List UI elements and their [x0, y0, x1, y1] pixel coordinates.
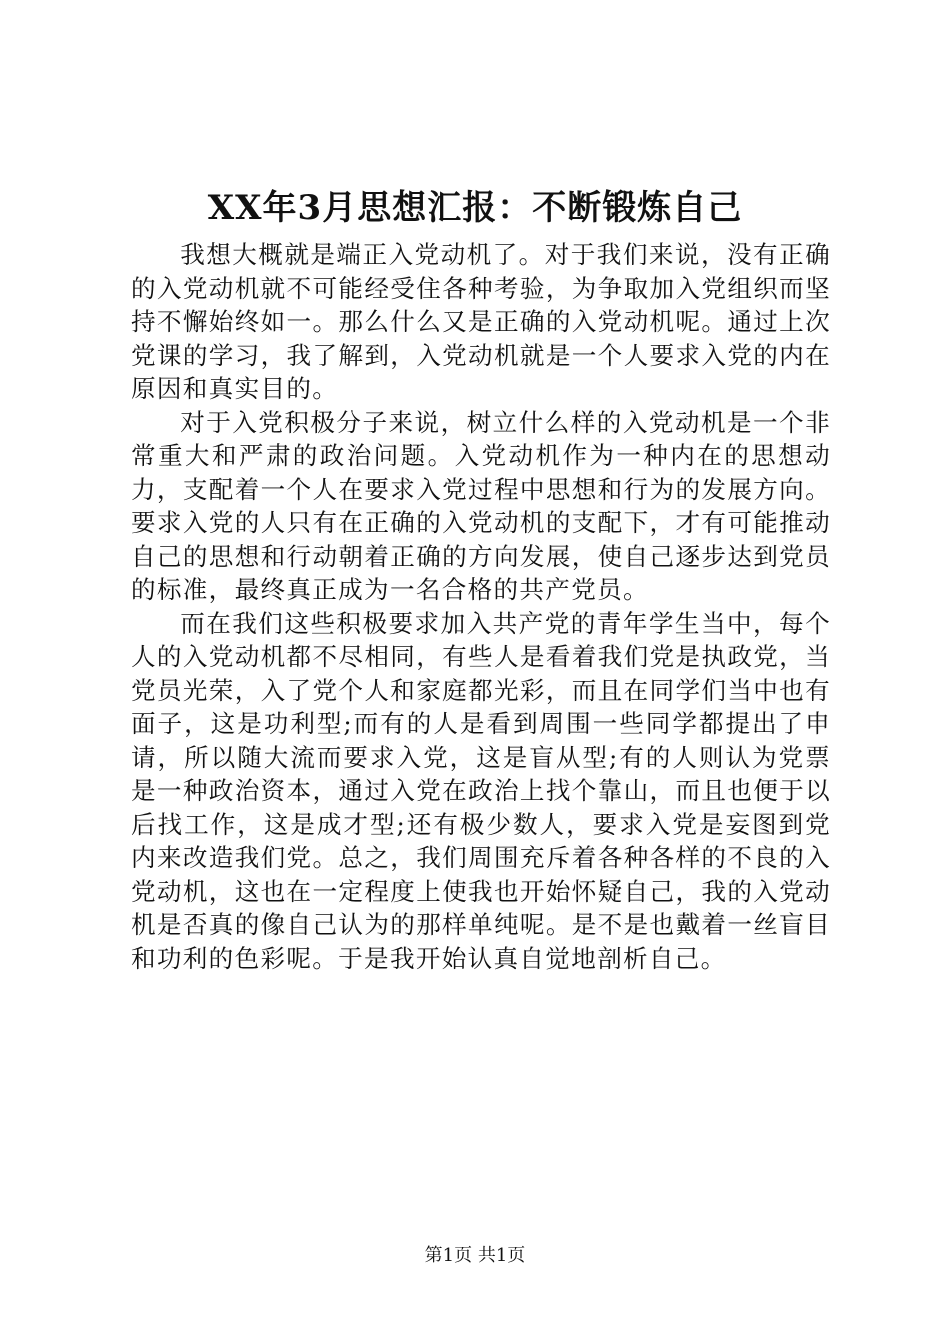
paragraph-3: 而在我们这些积极要求加入共产党的青年学生当中，每个人的入党动机都不尽相同，有些人是看着我们党是执政党，当党员光荣，入了党个人和家庭都光彩，而且在同学们当中也有面子，这是功利型;而有的人是看到周围一些同学都提出了申请，所以随大流而要求入党，这是盲从型;有的人则认为党票是一种政治资本，通过入党在政治上找个靠山，而且也便于以后找工作，这是成才型;还有极少数人，要求入党是妄图到党内来改造我们党。总之，我们周围充斥着各种各样的不良的入党动机，这也在一定程度上使我也开始怀疑自己，我的入党动机是否真的像自己认为的那样单纯呢。是不是也戴着一丝盲目和功利的色彩呢。于是我开始认真自觉地剖析自己。 — [131, 608, 831, 973]
page-footer: 第1页 共1页 — [424, 1245, 526, 1266]
paragraph-2: 对于入党积极分子来说，树立什么样的入党动机是一个非常重大和严肃的政治问题。入党动机作为一种内在的思想动力，支配着一个人在要求入党过程中思想和行为的发展方向。要求入党的人只有在正确的入党动机的支配下，才有可能推动自己的思想和行动朝着正确的方向发展，使自己逐步达到党员的标准，最终真正成为一名合格的共产党员。 — [131, 407, 831, 604]
document-body — [131, 238, 831, 975]
document-title: XX年3月思想汇报：不断锻炼自己 — [207, 188, 743, 228]
paragraph-1: 我想大概就是端正入党动机了。对于我们来说，没有正确的入党动机就不可能经受住各种考验，为争取加入党组织而坚持不懈始终如一。那么什么又是正确的入党动机呢。通过上次党课的学习，我了解到，入党动机就是一个人要求入党的内在原因和真实目的。 — [131, 240, 831, 403]
